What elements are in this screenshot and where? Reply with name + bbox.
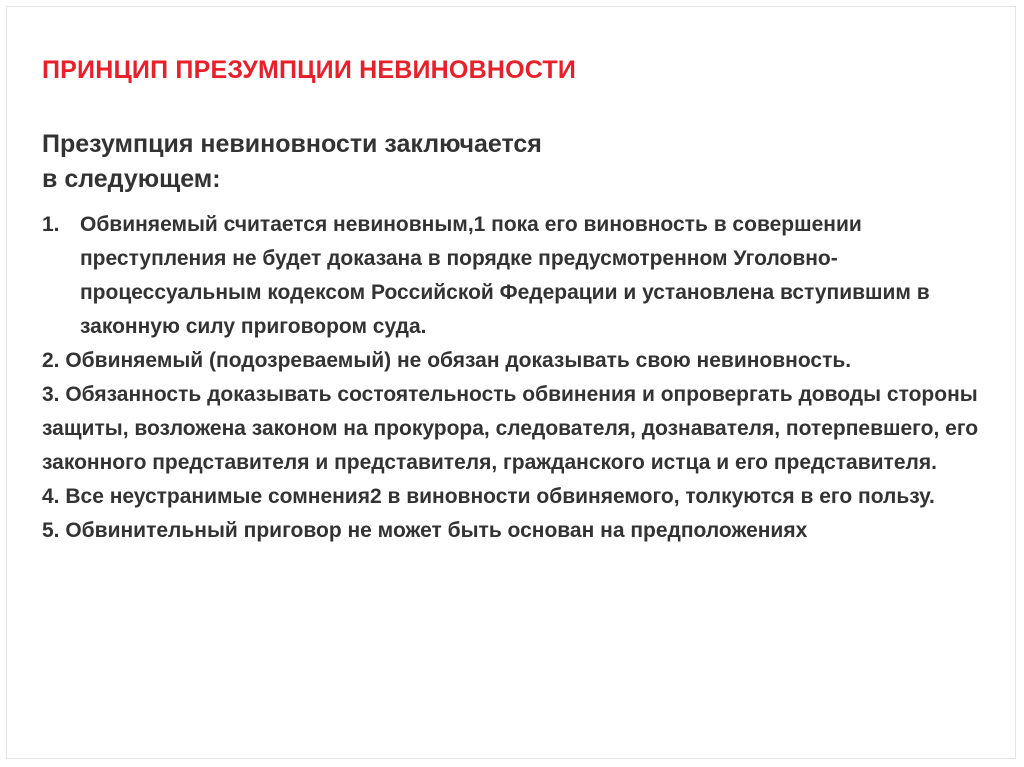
principles-list: [42, 208, 1002, 548]
intro-line-2: в следующем:: [42, 165, 221, 193]
intro-line-1: Презумпция невиновности заключается: [42, 130, 542, 158]
list-item-2: 2. Обвиняемый (подозреваемый) не обязан доказывать свою невиновность.: [42, 349, 852, 372]
intro-heading: [42, 127, 542, 197]
list-item-1-number: 1.: [42, 213, 60, 236]
list-item-1-text: Обвиняемый считается невиновным,1 пока его виновность в совершении преступления не будет доказана в порядке предусмотренном Уголовно-процессуальным кодексом Российской Федерации и установлена вступившим в законную силу приговором суда.: [80, 213, 930, 338]
list-item-4: 4. Все неустранимые сомнения2 в виновности обвиняемого, толкуются в его пользу.: [42, 485, 935, 508]
list-item-5: 5. Обвинительный приговор не может быть основан на предположениях: [42, 519, 808, 542]
list-item-1: [42, 208, 1002, 344]
slide-title: ПРИНЦИП ПРЕЗУМПЦИИ НЕВИНОВНОСТИ: [42, 56, 577, 84]
list-item-3: 3. Обязанность доказывать состоятельность обвинения и опровергать доводы стороны защиты, возложена законом на прокурора, следователя, дознавателя, потерпевшего, его законного представителя и представителя, гражданского истца и его представителя.: [42, 383, 979, 474]
